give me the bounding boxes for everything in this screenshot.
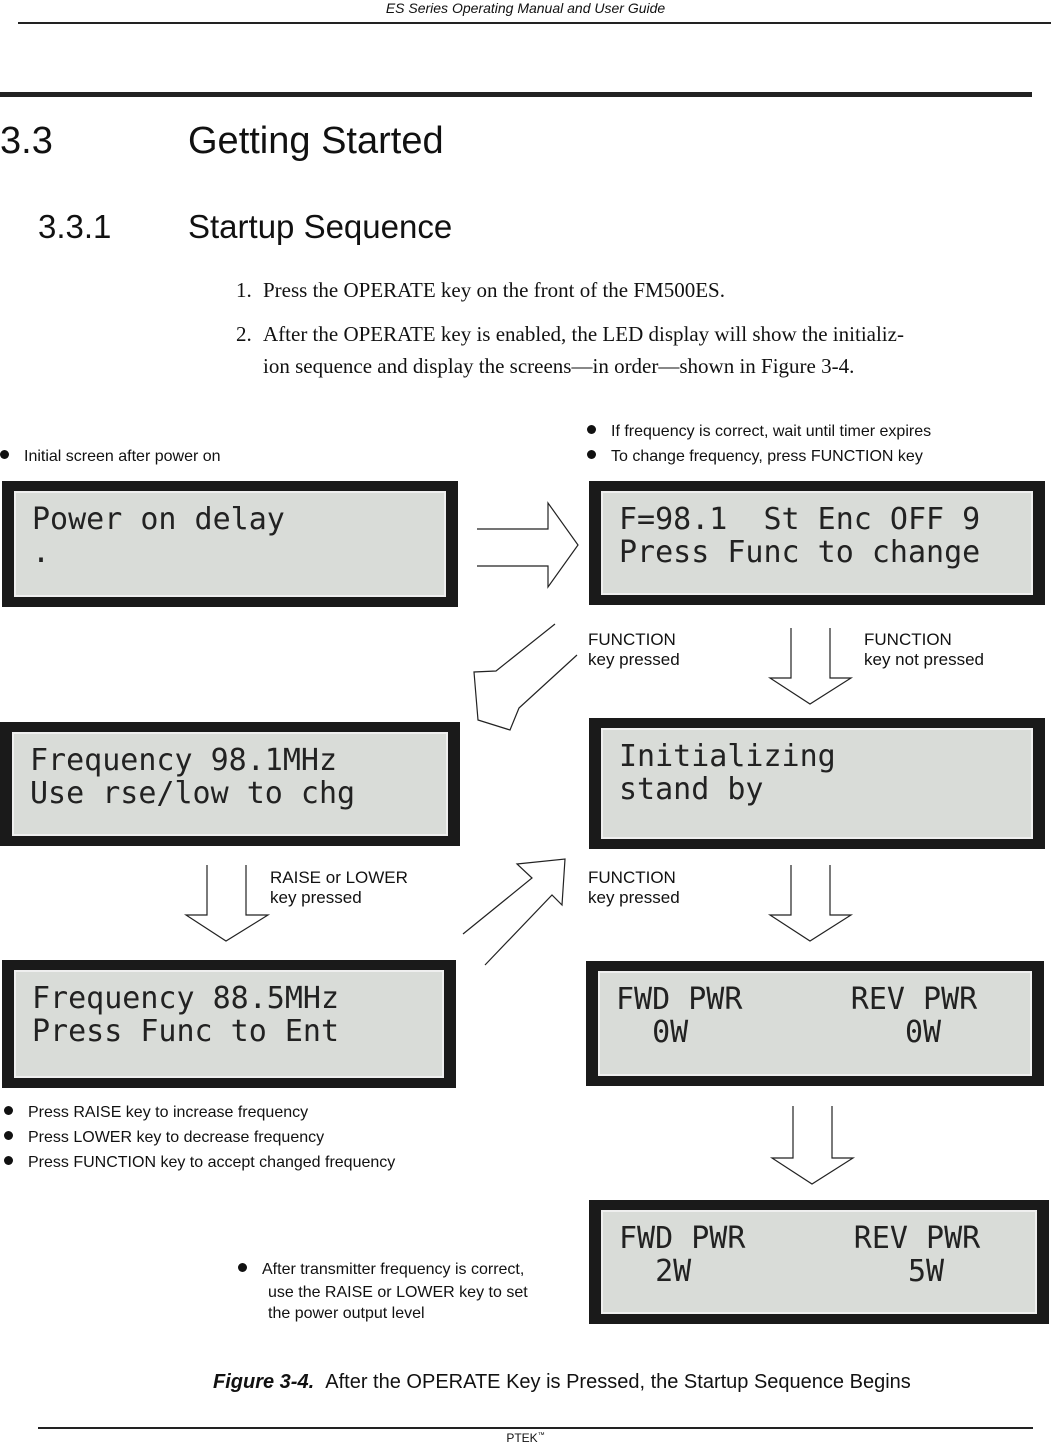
lcd-initializing: Initializing stand by bbox=[589, 718, 1045, 849]
note-frequency-correct: If frequency is correct, wait until timer expires bbox=[587, 422, 931, 442]
note-change-frequency: To change frequency, press FUNCTION key bbox=[587, 447, 923, 467]
note-lower: Press LOWER key to decrease frequency bbox=[4, 1128, 324, 1148]
lcd-power-level: FWD PWR REV PWR 2W 5W bbox=[589, 1200, 1049, 1324]
footer-rule bbox=[38, 1427, 1033, 1429]
lcd-frequency-enter: Frequency 88.5MHz Press Func to Ent bbox=[2, 960, 456, 1088]
step-2-number: 2. bbox=[236, 322, 252, 346]
arrow-down-4 bbox=[772, 1106, 853, 1184]
figure-caption-text: After the OPERATE Key is Pressed, the Startup Sequence Begins bbox=[325, 1371, 911, 1393]
note-after-frequency-line2: use the RAISE or LOWER key to set bbox=[268, 1284, 528, 1301]
subsection-number: 3.3.1 bbox=[38, 208, 112, 245]
lcd-power-zero: FWD PWR REV PWR 0W 0W bbox=[586, 961, 1044, 1086]
section-number: 3.3 bbox=[0, 120, 53, 162]
figure-label: Figure 3-4. bbox=[213, 1371, 315, 1393]
running-header: ES Series Operating Manual and User Guide bbox=[385, 0, 666, 16]
figure-caption bbox=[213, 1371, 911, 1394]
note-after-frequency-line3: the power output level bbox=[268, 1305, 425, 1322]
footer-brand: PTEK™ bbox=[506, 1431, 545, 1445]
lcd-frequency-status: F=98.1 St Enc OFF 9 Press Func to change bbox=[589, 481, 1045, 605]
note-initial-screen: Initial screen after power on bbox=[0, 447, 221, 467]
lcd-frequency-adjust: Frequency 98.1MHz Use rse/low to chg bbox=[0, 722, 460, 846]
step-1-number: 1. bbox=[236, 278, 252, 302]
label-function-pressed-2: FUNCTION key pressed bbox=[588, 868, 680, 907]
arrow-down-1 bbox=[770, 628, 851, 704]
arrow-down-3 bbox=[770, 865, 851, 941]
arrow-diagonal-down-left bbox=[474, 624, 577, 730]
step-2-text-line1: After the OPERATE key is enabled, the LED display will show the initializ- bbox=[263, 322, 904, 346]
section-title: Getting Started bbox=[188, 120, 444, 162]
step-1-text: Press the OPERATE key on the front of the FM500ES. bbox=[263, 278, 725, 302]
label-function-not-pressed: FUNCTION key not pressed bbox=[864, 630, 985, 669]
subsection-title: Startup Sequence bbox=[188, 208, 453, 245]
label-function-pressed: FUNCTION key pressed bbox=[588, 630, 680, 669]
arrow-diagonal-up-right bbox=[463, 859, 565, 965]
step-2-text-line2: ion sequence and display the screens—in order—shown in Figure 3-4. bbox=[263, 354, 855, 378]
arrow-right bbox=[477, 503, 578, 587]
lcd-power-on-delay: Power on delay . bbox=[2, 481, 458, 607]
note-accept: Press FUNCTION key to accept changed frequency bbox=[4, 1153, 395, 1173]
note-after-frequency: After transmitter frequency is correct, bbox=[238, 1260, 524, 1280]
label-raise-lower-pressed: RAISE or LOWER key pressed bbox=[270, 868, 408, 907]
note-raise: Press RAISE key to increase frequency bbox=[4, 1103, 308, 1123]
arrow-down-2 bbox=[186, 865, 268, 941]
